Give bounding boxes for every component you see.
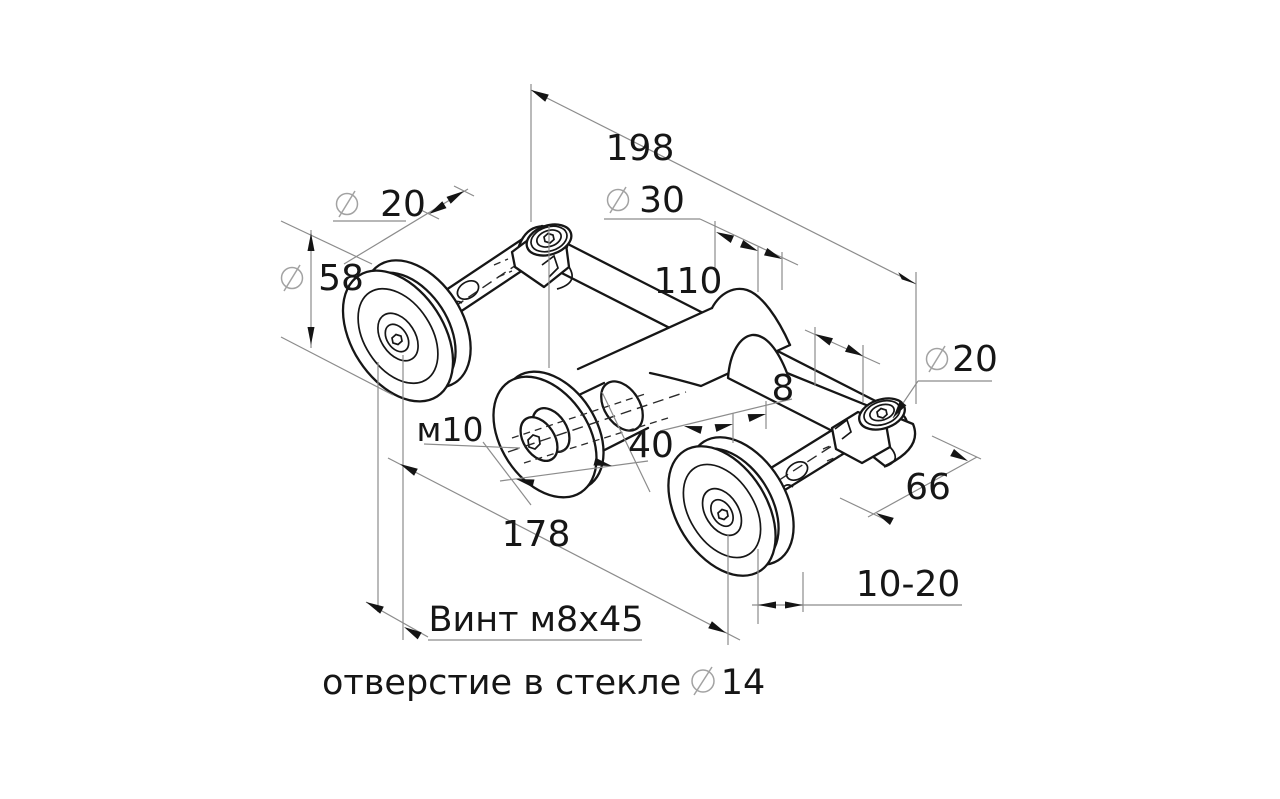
note-glass-hole-dia: 14	[720, 663, 766, 703]
dim-tube-dia: 30	[639, 180, 685, 221]
dim-plate-thickness: 8	[771, 368, 795, 409]
diameter-icon	[692, 667, 714, 695]
dim-stud-length: 40	[628, 425, 674, 466]
dim-wheel-dia: 58	[318, 258, 364, 299]
dim-stud-thread: м10	[416, 410, 484, 449]
dim-overall-length: 198	[605, 128, 675, 169]
diameter-icon	[282, 265, 303, 291]
diameter-icon	[927, 346, 948, 372]
dim-plate-end-dia: 20	[952, 339, 998, 380]
note-screw: Винт м8х45	[428, 600, 644, 640]
roller-assembly	[320, 219, 915, 595]
note-glass-hole: отверстие в стекле	[322, 663, 682, 703]
dim-bar-end-dia-left: 20	[380, 184, 426, 225]
dim-tube-length: 110	[653, 261, 723, 302]
dim-wheel-spacing: 178	[501, 514, 571, 555]
dim-plate-length: 66	[905, 467, 951, 508]
diameter-icon	[608, 187, 629, 213]
diameter-icon	[337, 191, 358, 217]
dim-glass-thickness-range: 10-20	[855, 564, 961, 605]
